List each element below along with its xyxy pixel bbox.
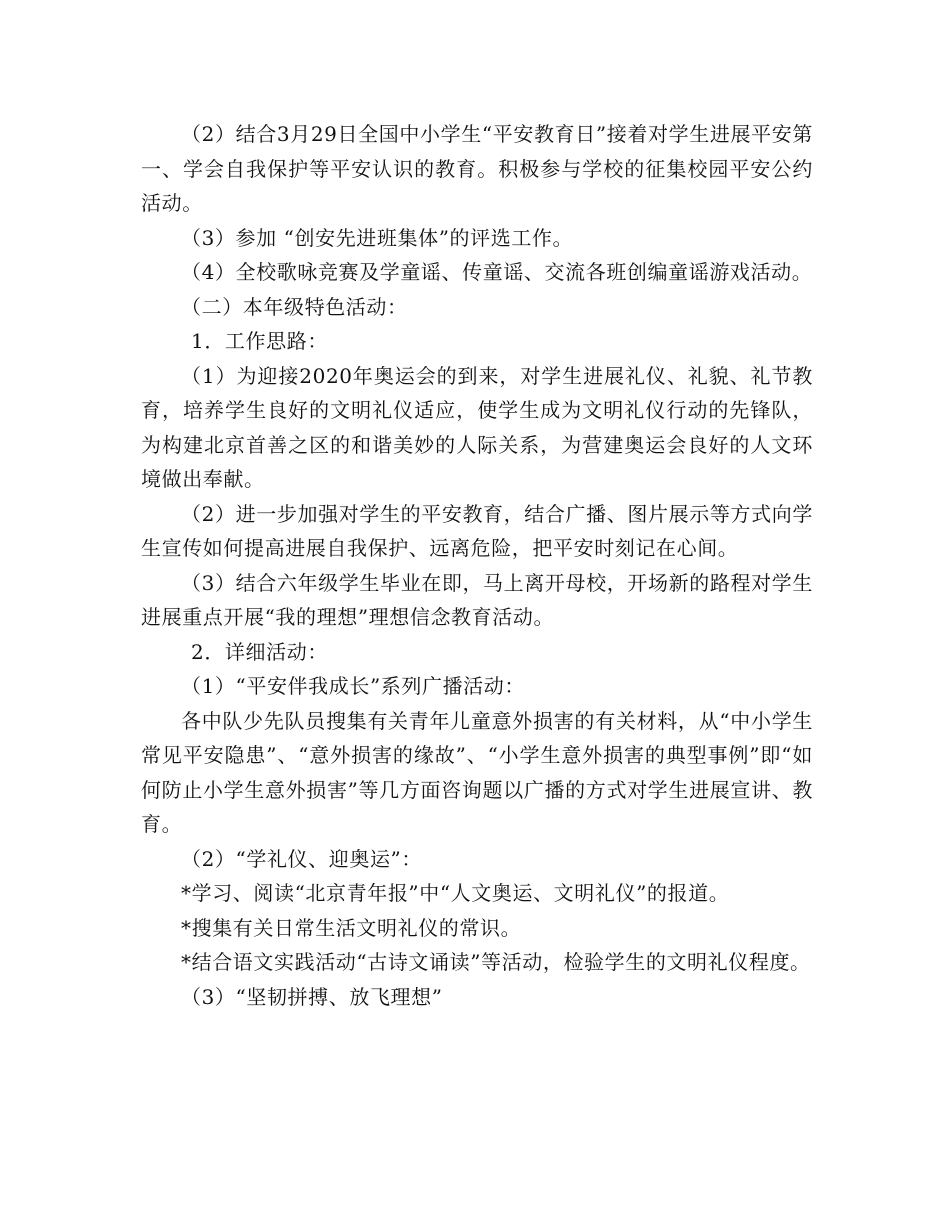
bullet-poetry-recitation: *结合语文实践活动“古诗文诵读”等活动，检验学生的文明礼仪程度。 <box>181 950 811 974</box>
bullet-collect-etiquette: *搜集有关日常生活文明礼仪的常识。 <box>181 915 522 940</box>
activity-heading-ideals: （3）“坚韧拼搏、放飞理想” <box>181 984 443 1009</box>
paragraph-safety-education: （2）进一步加强对学生的平安教育，结合广播、图片展示等方式向学生宣传如何提高进展自我保护、远离危险，把平安时刻记在心间。 <box>141 501 813 560</box>
bullet-reading-newspaper: *学习、阅读“北京青年报”中“人文奥运、文明礼仪”的报道。 <box>181 881 730 905</box>
paragraph-advanced-class: （3）参加 “创安先进班集体”的评选工作。 <box>181 225 574 250</box>
paragraph-etiquette-education: （1）为迎接2020年奥运会的到来，对学生进展礼仪、礼貌、礼节教育，培养学生良好的文明礼仪适应，使学生成为文明礼仪行动的先锋队，为构建北京首善之区的和谐美妙的人际关系，为营建奥运会良好的人文环境做出奉献。 <box>141 363 813 491</box>
section-heading-grade-activities: （二）本年级特色活动： <box>181 294 408 319</box>
paragraph-broadcast-details: 各中队少先队员搜集有关青年儿童意外损害的有关材料，从“中小学生常见平安隐患”、“意外损害的缘故”、“小学生意外损害的典型事例”即“如何防止小学生意外损害”等几方面咨询题以广播的方式对学生进展宣讲、教育。 <box>141 708 813 836</box>
paragraph-ideal-education: （3）结合六年级学生毕业在即，马上离开母校，开场新的路程对学生进展重点开展“我的理想”理想信念教育活动。 <box>141 570 813 629</box>
activity-heading-etiquette-olympics: （2）“学礼仪、迎奥运”： <box>181 846 422 871</box>
paragraph-singing-contest: （4）全校歌咏竞赛及学童谣、传童谣、交流各班创编童谣游戏活动。 <box>181 260 813 284</box>
subheading-work-ideas: 1．工作思路： <box>191 329 328 353</box>
subheading-detailed-activities: 2．详细活动： <box>191 639 328 664</box>
activity-heading-safety-broadcast: （1）“平安伴我成长”系列广播活动： <box>181 674 525 698</box>
paragraph-safety-day: （2）结合3月29日全国中小学生“平安教育日”接着对学生进展平安第一、学会自我保护等平安认识的教育。积极参与学校的征集校园平安公约活动。 <box>141 122 813 215</box>
document-body <box>141 117 813 1014</box>
